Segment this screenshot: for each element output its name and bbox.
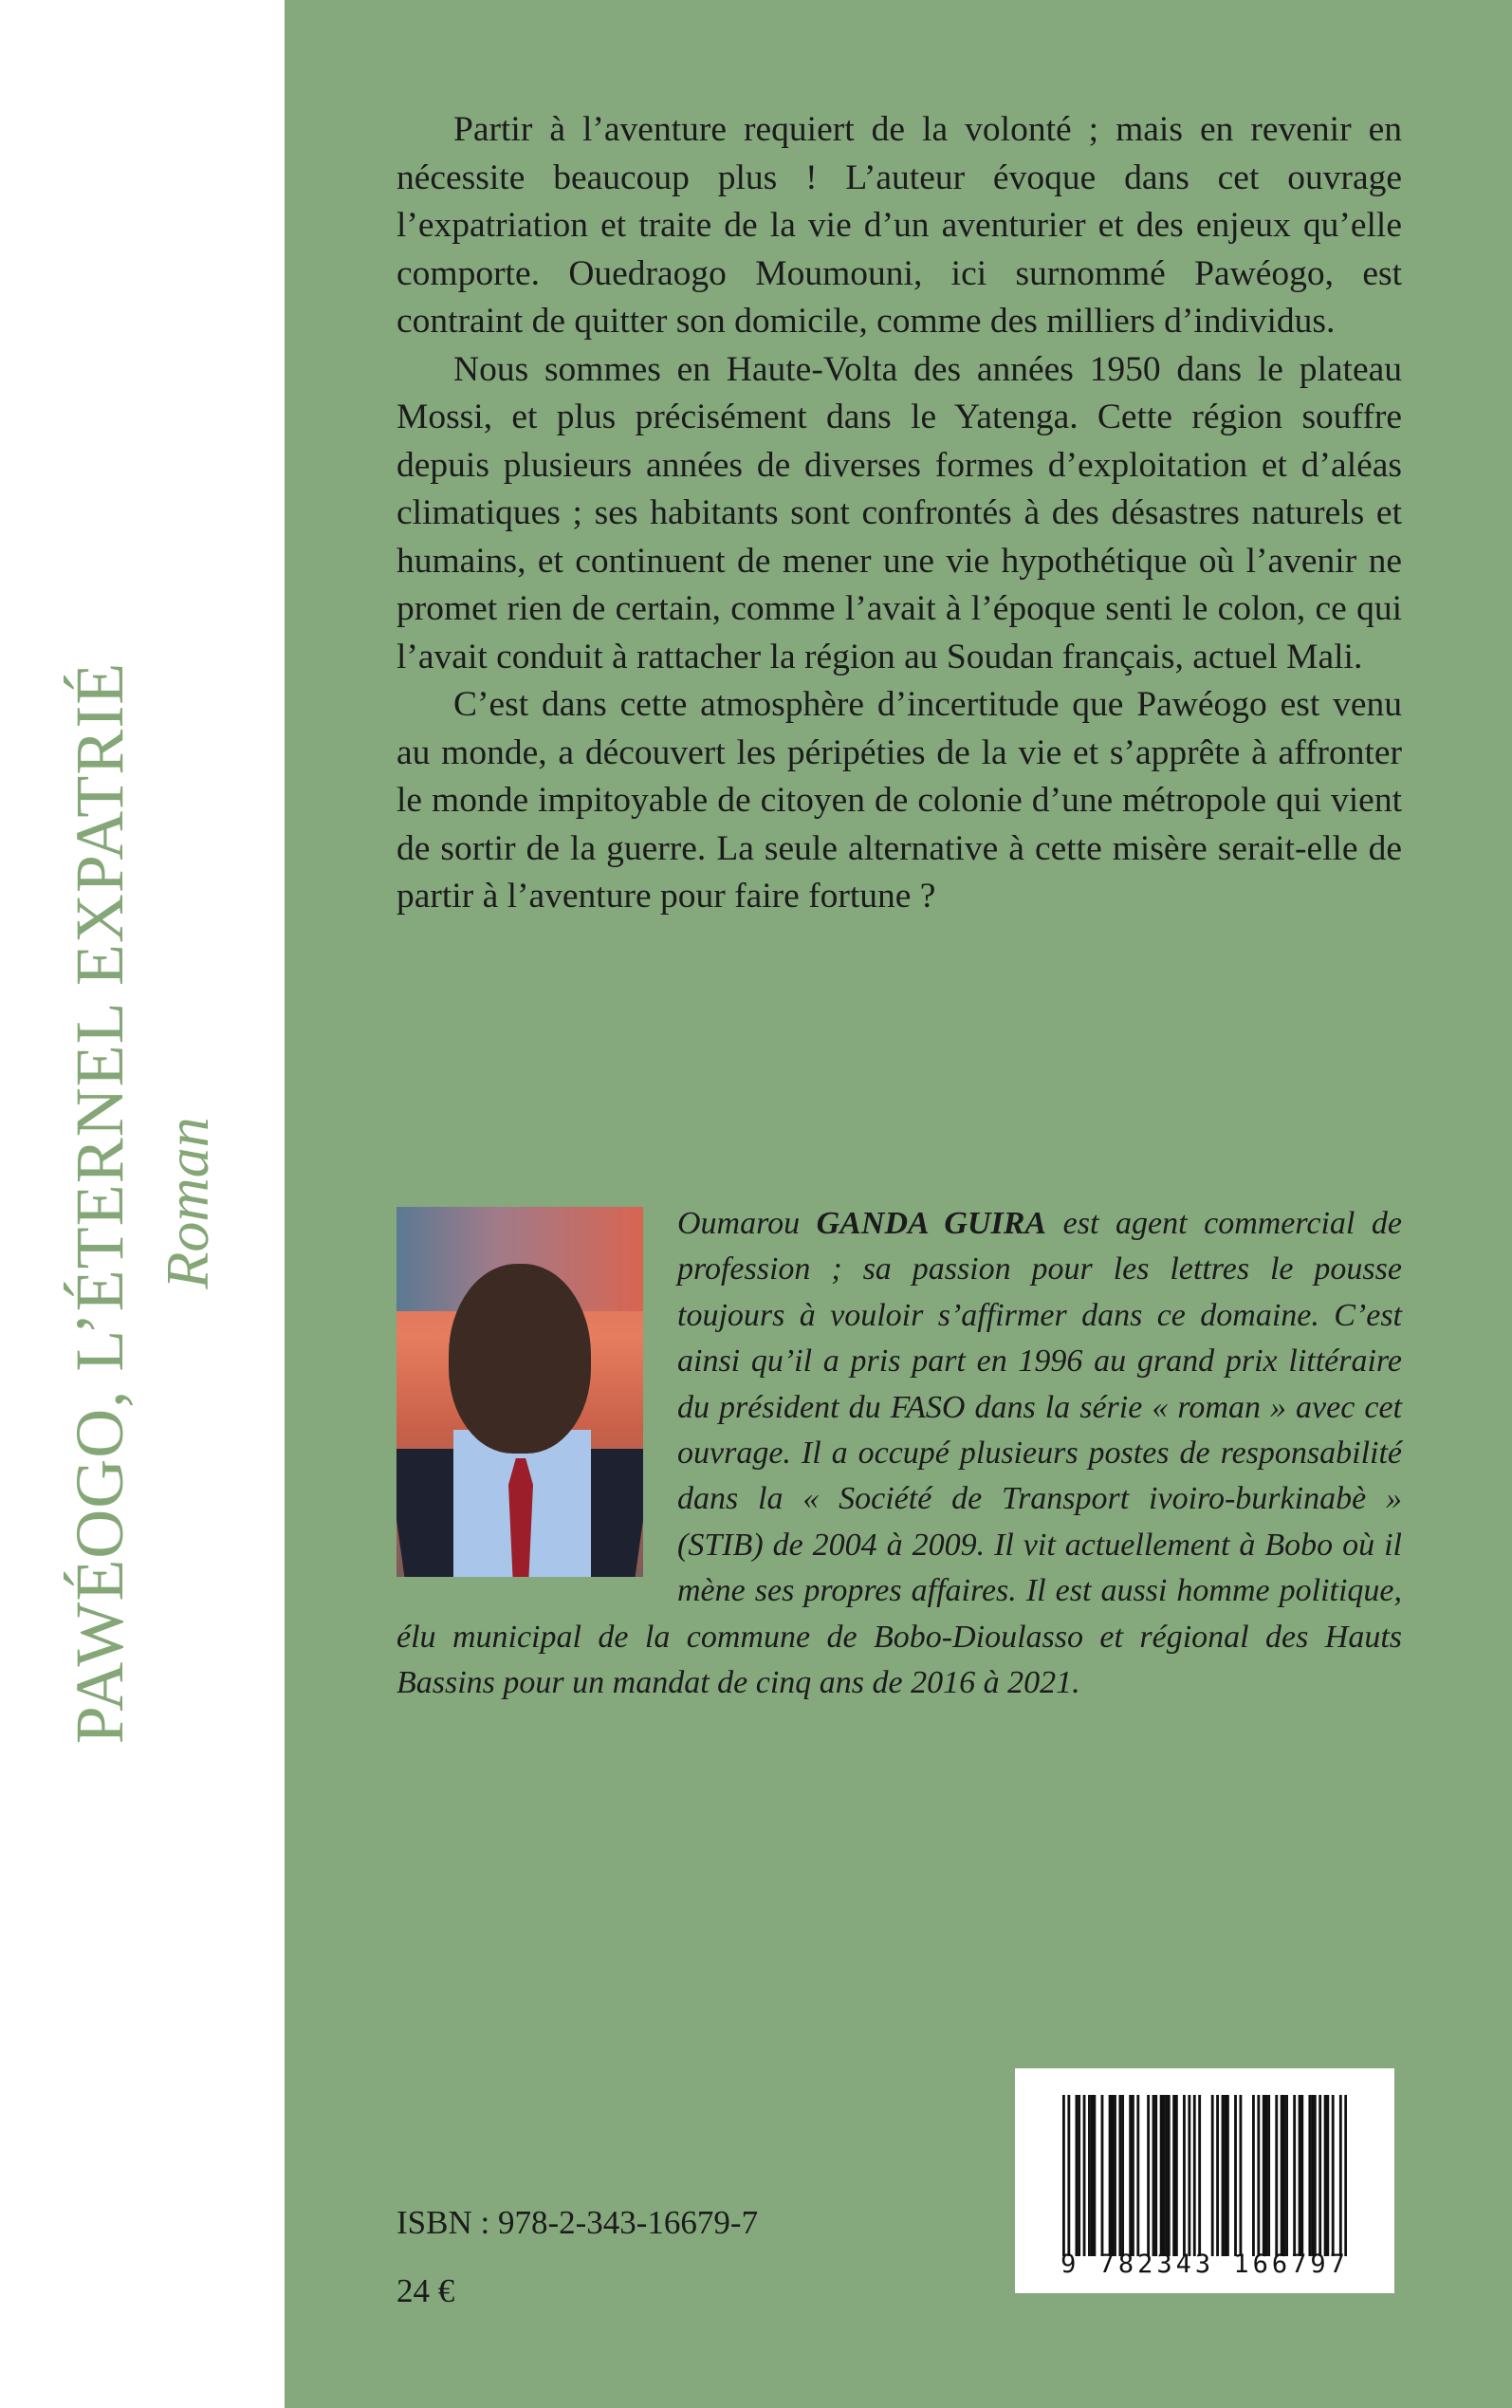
barcode-bar: [1129, 2095, 1132, 2256]
barcode-bar: [1318, 2095, 1321, 2256]
barcode-bars: [1062, 2095, 1347, 2256]
barcode-digits: 9 782343 166797: [1060, 2250, 1349, 2279]
barcode-bar: [1285, 2095, 1288, 2256]
barcode: [1015, 2068, 1394, 2293]
barcode-bar: [1165, 2095, 1168, 2256]
barcode-bar: [1076, 2095, 1079, 2256]
barcode-bar: [1160, 2095, 1163, 2256]
barcode-bar: [1267, 2095, 1270, 2256]
barcode-bar: [1121, 2095, 1124, 2256]
blurb-paragraph: Nous sommes en Haute-Volta des années 1950 dans le plateau Mossi, et plus précisément dans le Yatenga. Cette région souffre depuis plusieurs années de diverses formes d’exploitation et d’aléas climatiques ; ses habitants sont confrontés à des désastres naturels et humains, et continuent de mener une vie hypothétique où l’avenir ne promet rien de certain, comme l’avait à l’époque senti le colon, ce qui l’avait conduit à rattacher la région au Soudan français, actuel Mali.: [396, 349, 1402, 676]
barcode-bar: [1234, 2095, 1237, 2256]
barcode-bar: [1239, 2095, 1242, 2256]
author-first-name: Oumarou: [677, 1206, 801, 1241]
spine-subtitle: Roman: [154, 1117, 221, 1289]
blurb-paragraph: C’est dans cette atmosphère d’incertitude que Pawéogo est venu au monde, a découvert les péripéties de la vie et s’apprête à affronter le monde impitoyable de citoyen de colonie d’une métropole qui vient de sortir de la guerre. La seule alternative à cette misère serait-elle de partir à l’aventure pour faire fortune ?: [396, 685, 1402, 916]
spine-text-group: [54, 662, 230, 1745]
barcode-bar: [1224, 2095, 1226, 2256]
barcode-bar: [1078, 2095, 1080, 2256]
barcode-bar: [1198, 2095, 1201, 2256]
barcode-bar: [1265, 2095, 1268, 2256]
barcode-bar: [1282, 2095, 1285, 2256]
barcode-bar: [1216, 2095, 1219, 2256]
author-bio-block: [396, 1201, 1402, 1706]
author-bio: est agent commercial de profession ; sa passion pour les lettres le pousse toujours à vouloir s’affirmer dans ce domaine. C’est ainsi qu’il a pris part en 1996 au grand prix littéraire du président du FASO dans la série « roman » avec cet ouvrage. Il a occupé plusieurs postes de responsabilité dans la « Société de Transport ivoiro-burkinabè » (STIB) de 2004 à 2009. Il vit actuellement à Bobo où il mène ses propres affaires. Il est aussi homme politique, élu municipal de la commune de Bobo-Dioulasso et régional des Hauts Bassins pour un mandat de cinq ans de 2016 à 2021.: [396, 1206, 1403, 1701]
barcode-bar: [1226, 2095, 1229, 2256]
barcode-bar: [1083, 2095, 1086, 2256]
barcode-bar: [1067, 2095, 1070, 2256]
barcode-bar: [1300, 2095, 1303, 2256]
barcode-bar: [1162, 2095, 1165, 2256]
barcode-bar: [1091, 2095, 1094, 2256]
barcode-bar: [1339, 2095, 1342, 2256]
barcode-bar: [1183, 2095, 1186, 2256]
barcode-bar: [1114, 2095, 1116, 2256]
blurb-paragraph: Partir à l’aventure requiert de la volonté ; mais en revenir en nécessite beaucoup plus ! L’auteur évoque dans cet ouvrage l’expatriation et traite de la vie d’un aventurier et des enjeux qu’elle comporte. Ouedraogo Moumouni, ici surnommé Pawéogo, est contraint de quitter son domicile, comme des milliers d’individus.: [396, 110, 1402, 341]
barcode-bar: [1275, 2095, 1278, 2256]
barcode-bar: [1088, 2095, 1091, 2256]
barcode-bar: [1101, 2095, 1104, 2256]
barcode-bar: [1211, 2095, 1214, 2256]
barcode-bar: [1299, 2095, 1301, 2256]
barcode-bar: [1263, 2095, 1265, 2256]
author-photo: [396, 1207, 643, 1577]
barcode-bar: [1222, 2095, 1225, 2256]
blurb: [396, 106, 1402, 921]
barcode-bar: [1344, 2095, 1347, 2256]
barcode-bar: [1132, 2095, 1134, 2256]
barcode-bar: [1193, 2095, 1196, 2256]
barcode-bar: [1168, 2095, 1171, 2256]
isbn-text: ISBN : 978-2-343-16679-7: [396, 2204, 759, 2241]
barcode-bar: [1311, 2095, 1314, 2256]
barcode-bar: [1314, 2095, 1317, 2256]
barcode-bar: [1326, 2095, 1329, 2256]
barcode-bar: [1293, 2095, 1296, 2256]
price-text: 24 €: [396, 2272, 455, 2309]
barcode-bar: [1147, 2095, 1150, 2256]
back-cover: [285, 0, 1512, 2408]
barcode-bar: [1152, 2095, 1155, 2256]
barcode-bar: [1257, 2095, 1260, 2256]
barcode-bar: [1332, 2095, 1335, 2256]
barcode-bar: [1093, 2095, 1096, 2256]
author-last-name: GANDA GUIRA: [816, 1206, 1047, 1241]
spine-title: PAWÉOGO, L’ÉTERNEL EXPATRIÉ: [62, 661, 138, 1745]
barcode-bar: [1308, 2095, 1311, 2256]
book-spine: [0, 0, 285, 2408]
barcode-bar: [1062, 2095, 1065, 2256]
barcode-bar: [1324, 2095, 1327, 2256]
barcode-bar: [1111, 2095, 1114, 2256]
barcode-bar: [1281, 2095, 1283, 2256]
barcode-bar: [1175, 2095, 1178, 2256]
barcode-bar: [1252, 2095, 1255, 2256]
barcode-bar: [1154, 2095, 1157, 2256]
barcode-bar: [1188, 2095, 1190, 2256]
barcode-bar: [1118, 2095, 1121, 2256]
barcode-bar: [1136, 2095, 1139, 2256]
barcode-bar: [1172, 2095, 1175, 2256]
barcode-bar: [1109, 2095, 1112, 2256]
